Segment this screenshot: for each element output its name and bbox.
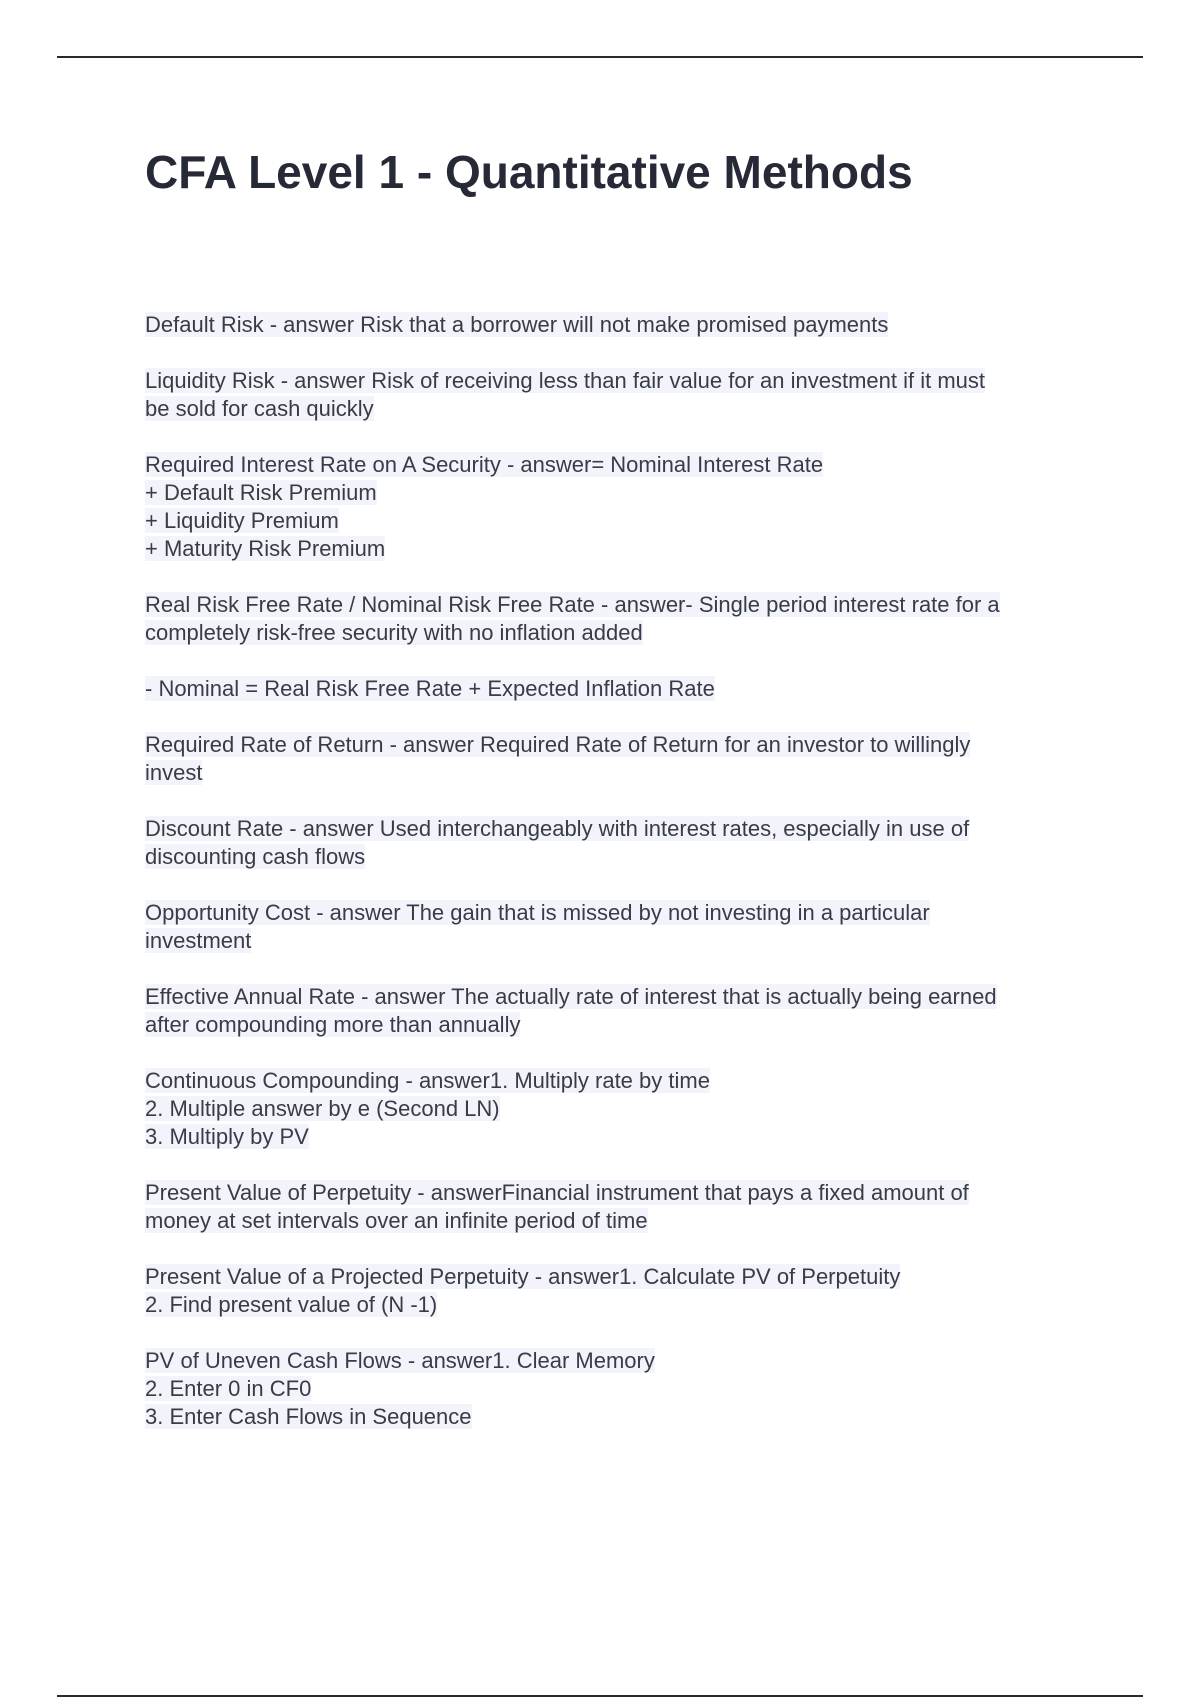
entry-line <box>145 899 1095 927</box>
bottom-rule <box>57 1695 1143 1697</box>
flashcard-entry <box>145 367 1095 423</box>
entry-line <box>145 927 1095 955</box>
flashcard-entry <box>145 1263 1095 1319</box>
entry-text: Real Risk Free Rate / Nominal Risk Free Rate - answer- Single period interest rate for a <box>145 592 1000 617</box>
entry-line <box>145 675 1095 703</box>
flashcard-entry <box>145 591 1095 647</box>
entry-line <box>145 1403 1095 1431</box>
top-rule <box>57 56 1143 58</box>
flashcard-entry <box>145 675 1095 703</box>
flashcard-entry <box>145 451 1095 563</box>
flashcard-entry <box>145 1067 1095 1151</box>
entry-line <box>145 1179 1095 1207</box>
entry-text: + Default Risk Premium <box>145 480 377 505</box>
entry-line <box>145 1347 1095 1375</box>
entry-text: after compounding more than annually <box>145 1012 521 1037</box>
entry-line <box>145 367 1095 395</box>
entry-line <box>145 983 1095 1011</box>
flashcard-entry <box>145 1179 1095 1235</box>
entry-text: completely risk-free security with no inflation added <box>145 620 643 645</box>
entry-line <box>145 591 1095 619</box>
flashcard-entry <box>145 731 1095 787</box>
entry-text: - Nominal = Real Risk Free Rate + Expected Inflation Rate <box>145 676 715 701</box>
entry-line <box>145 1123 1095 1151</box>
entry-text: Required Interest Rate on A Security - answer= Nominal Interest Rate <box>145 452 824 477</box>
entry-line <box>145 1375 1095 1403</box>
entry-text: money at set intervals over an infinite period of time <box>145 1208 648 1233</box>
entry-line <box>145 731 1095 759</box>
entry-text: Default Risk - answer Risk that a borrower will not make promised payments <box>145 312 889 337</box>
entry-line <box>145 1291 1095 1319</box>
entry-text: + Maturity Risk Premium <box>145 536 386 561</box>
entry-text: invest <box>145 760 203 785</box>
entry-line <box>145 1095 1095 1123</box>
entry-line <box>145 535 1095 563</box>
entry-text: Discount Rate - answer Used interchangeably with interest rates, especially in use of <box>145 816 970 841</box>
entry-text: be sold for cash quickly <box>145 396 374 421</box>
entry-line <box>145 479 1095 507</box>
entry-line <box>145 311 1095 339</box>
entry-line <box>145 451 1095 479</box>
entry-text: 3. Multiply by PV <box>145 1124 309 1149</box>
entry-text: + Liquidity Premium <box>145 508 339 533</box>
entry-text: 3. Enter Cash Flows in Sequence <box>145 1404 472 1429</box>
entry-text: Required Rate of Return - answer Required Rate of Return for an investor to willingly <box>145 732 971 757</box>
flashcard-entry <box>145 983 1095 1039</box>
flashcard-entry <box>145 1347 1095 1431</box>
entry-text: discounting cash flows <box>145 844 366 869</box>
entry-line <box>145 843 1095 871</box>
entry-line <box>145 395 1095 423</box>
entry-text: Present Value of Perpetuity - answerFinancial instrument that pays a fixed amount of <box>145 1180 969 1205</box>
document-title: CFA Level 1 - Quantitative Methods <box>145 146 913 198</box>
entry-text: Opportunity Cost - answer The gain that is missed by not investing in a particular <box>145 900 930 925</box>
entry-text: 2. Enter 0 in CF0 <box>145 1376 312 1401</box>
entry-line <box>145 1011 1095 1039</box>
entry-line <box>145 1207 1095 1235</box>
entry-line <box>145 1263 1095 1291</box>
entry-text: Continuous Compounding - answer1. Multiply rate by time <box>145 1068 710 1093</box>
entry-text: investment <box>145 928 252 953</box>
entry-text: PV of Uneven Cash Flows - answer1. Clear Memory <box>145 1348 655 1373</box>
flashcard-list <box>145 311 1095 1459</box>
flashcard-entry <box>145 815 1095 871</box>
entry-text: Liquidity Risk - answer Risk of receiving less than fair value for an investment if it must <box>145 368 985 393</box>
flashcard-entry <box>145 899 1095 955</box>
entry-line <box>145 507 1095 535</box>
entry-text: 2. Find present value of (N -1) <box>145 1292 438 1317</box>
entry-line <box>145 815 1095 843</box>
entry-text: Present Value of a Projected Perpetuity - answer1. Calculate PV of Perpetuity <box>145 1264 901 1289</box>
entry-line <box>145 1067 1095 1095</box>
flashcard-entry <box>145 311 1095 339</box>
entry-line <box>145 759 1095 787</box>
entry-text: Effective Annual Rate - answer The actually rate of interest that is actually being earned <box>145 984 997 1009</box>
entry-text: 2. Multiple answer by e (Second LN) <box>145 1096 500 1121</box>
entry-line <box>145 619 1095 647</box>
